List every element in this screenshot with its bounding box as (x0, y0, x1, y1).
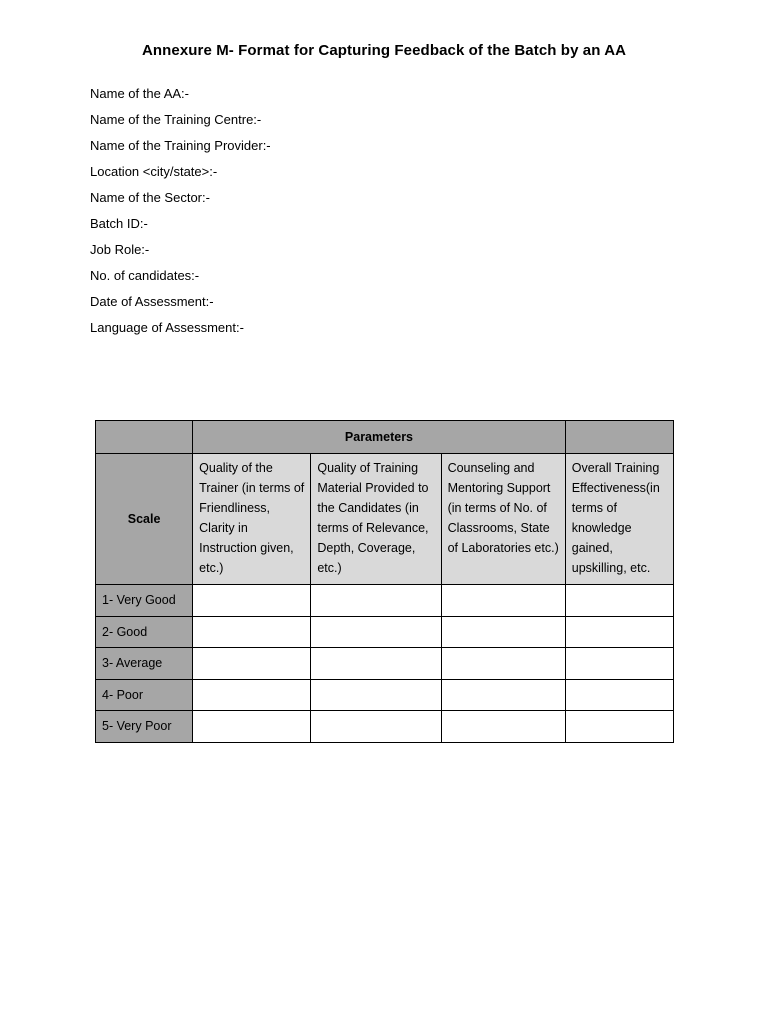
batch-info-fields (90, 84, 271, 344)
rating-cell[interactable] (565, 616, 673, 648)
scale-label-very-poor: 5- Very Poor (96, 711, 193, 743)
rating-cell[interactable] (565, 648, 673, 680)
parameter-trainer-quality: Quality of the Trainer (in terms of Friendliness, Clarity in Instruction given, etc.) (193, 454, 311, 585)
field-aa-name: Name of the AA:- (90, 86, 189, 101)
field-training-centre: Name of the Training Centre:- (90, 112, 262, 127)
feedback-table (95, 420, 674, 743)
table-row (96, 585, 674, 617)
header-blank-cell (565, 421, 673, 454)
field-job-role: Job Role:- (90, 242, 150, 257)
rating-cell[interactable] (441, 648, 565, 680)
scale-label-good: 2- Good (96, 616, 193, 648)
table-header-row (96, 421, 674, 454)
rating-cell[interactable] (193, 585, 311, 617)
rating-cell[interactable] (441, 585, 565, 617)
field-assessment-language: Language of Assessment:- (90, 320, 244, 335)
rating-cell[interactable] (311, 679, 441, 711)
parameter-overall-effectiveness: Overall Training Effectiveness(in terms of knowledge gained, upskilling, etc. (565, 454, 673, 585)
field-sector: Name of the Sector:- (90, 190, 210, 205)
parameter-counseling-support: Counseling and Mentoring Support (in terms of No. of Classrooms, State of Laboratories etc.) (441, 454, 565, 585)
rating-cell[interactable] (193, 648, 311, 680)
rating-cell[interactable] (193, 616, 311, 648)
rating-cell[interactable] (441, 711, 565, 743)
field-assessment-date: Date of Assessment:- (90, 294, 214, 309)
corner-cell (96, 421, 193, 454)
scale-header: Scale (96, 454, 193, 585)
page-title: Annexure M- Format for Capturing Feedback of the Batch by an AA (141, 42, 627, 59)
field-candidates-count: No. of candidates:- (90, 268, 200, 283)
rating-cell[interactable] (441, 616, 565, 648)
scale-label-average: 3- Average (96, 648, 193, 680)
rating-cell[interactable] (311, 648, 441, 680)
rating-cell[interactable] (311, 616, 441, 648)
scale-label-very-good: 1- Very Good (96, 585, 193, 617)
parameters-row (96, 454, 674, 585)
field-training-provider: Name of the Training Provider:- (90, 138, 271, 153)
parameters-header: Parameters (193, 421, 566, 454)
rating-cell[interactable] (565, 585, 673, 617)
rating-cell[interactable] (311, 711, 441, 743)
table-row (96, 679, 674, 711)
field-batch-id: Batch ID:- (90, 216, 148, 231)
rating-cell[interactable] (193, 679, 311, 711)
scale-label-poor: 4- Poor (96, 679, 193, 711)
table-row (96, 711, 674, 743)
rating-cell[interactable] (441, 679, 565, 711)
parameter-material-quality: Quality of Training Material Provided to the Candidates (in terms of Relevance, Depth, Coverage, etc.) (311, 454, 441, 585)
rating-cell[interactable] (565, 679, 673, 711)
table-row (96, 616, 674, 648)
rating-cell[interactable] (565, 711, 673, 743)
field-location: Location <city/state>:- (90, 164, 218, 179)
table-row (96, 648, 674, 680)
rating-cell[interactable] (193, 711, 311, 743)
rating-cell[interactable] (311, 585, 441, 617)
